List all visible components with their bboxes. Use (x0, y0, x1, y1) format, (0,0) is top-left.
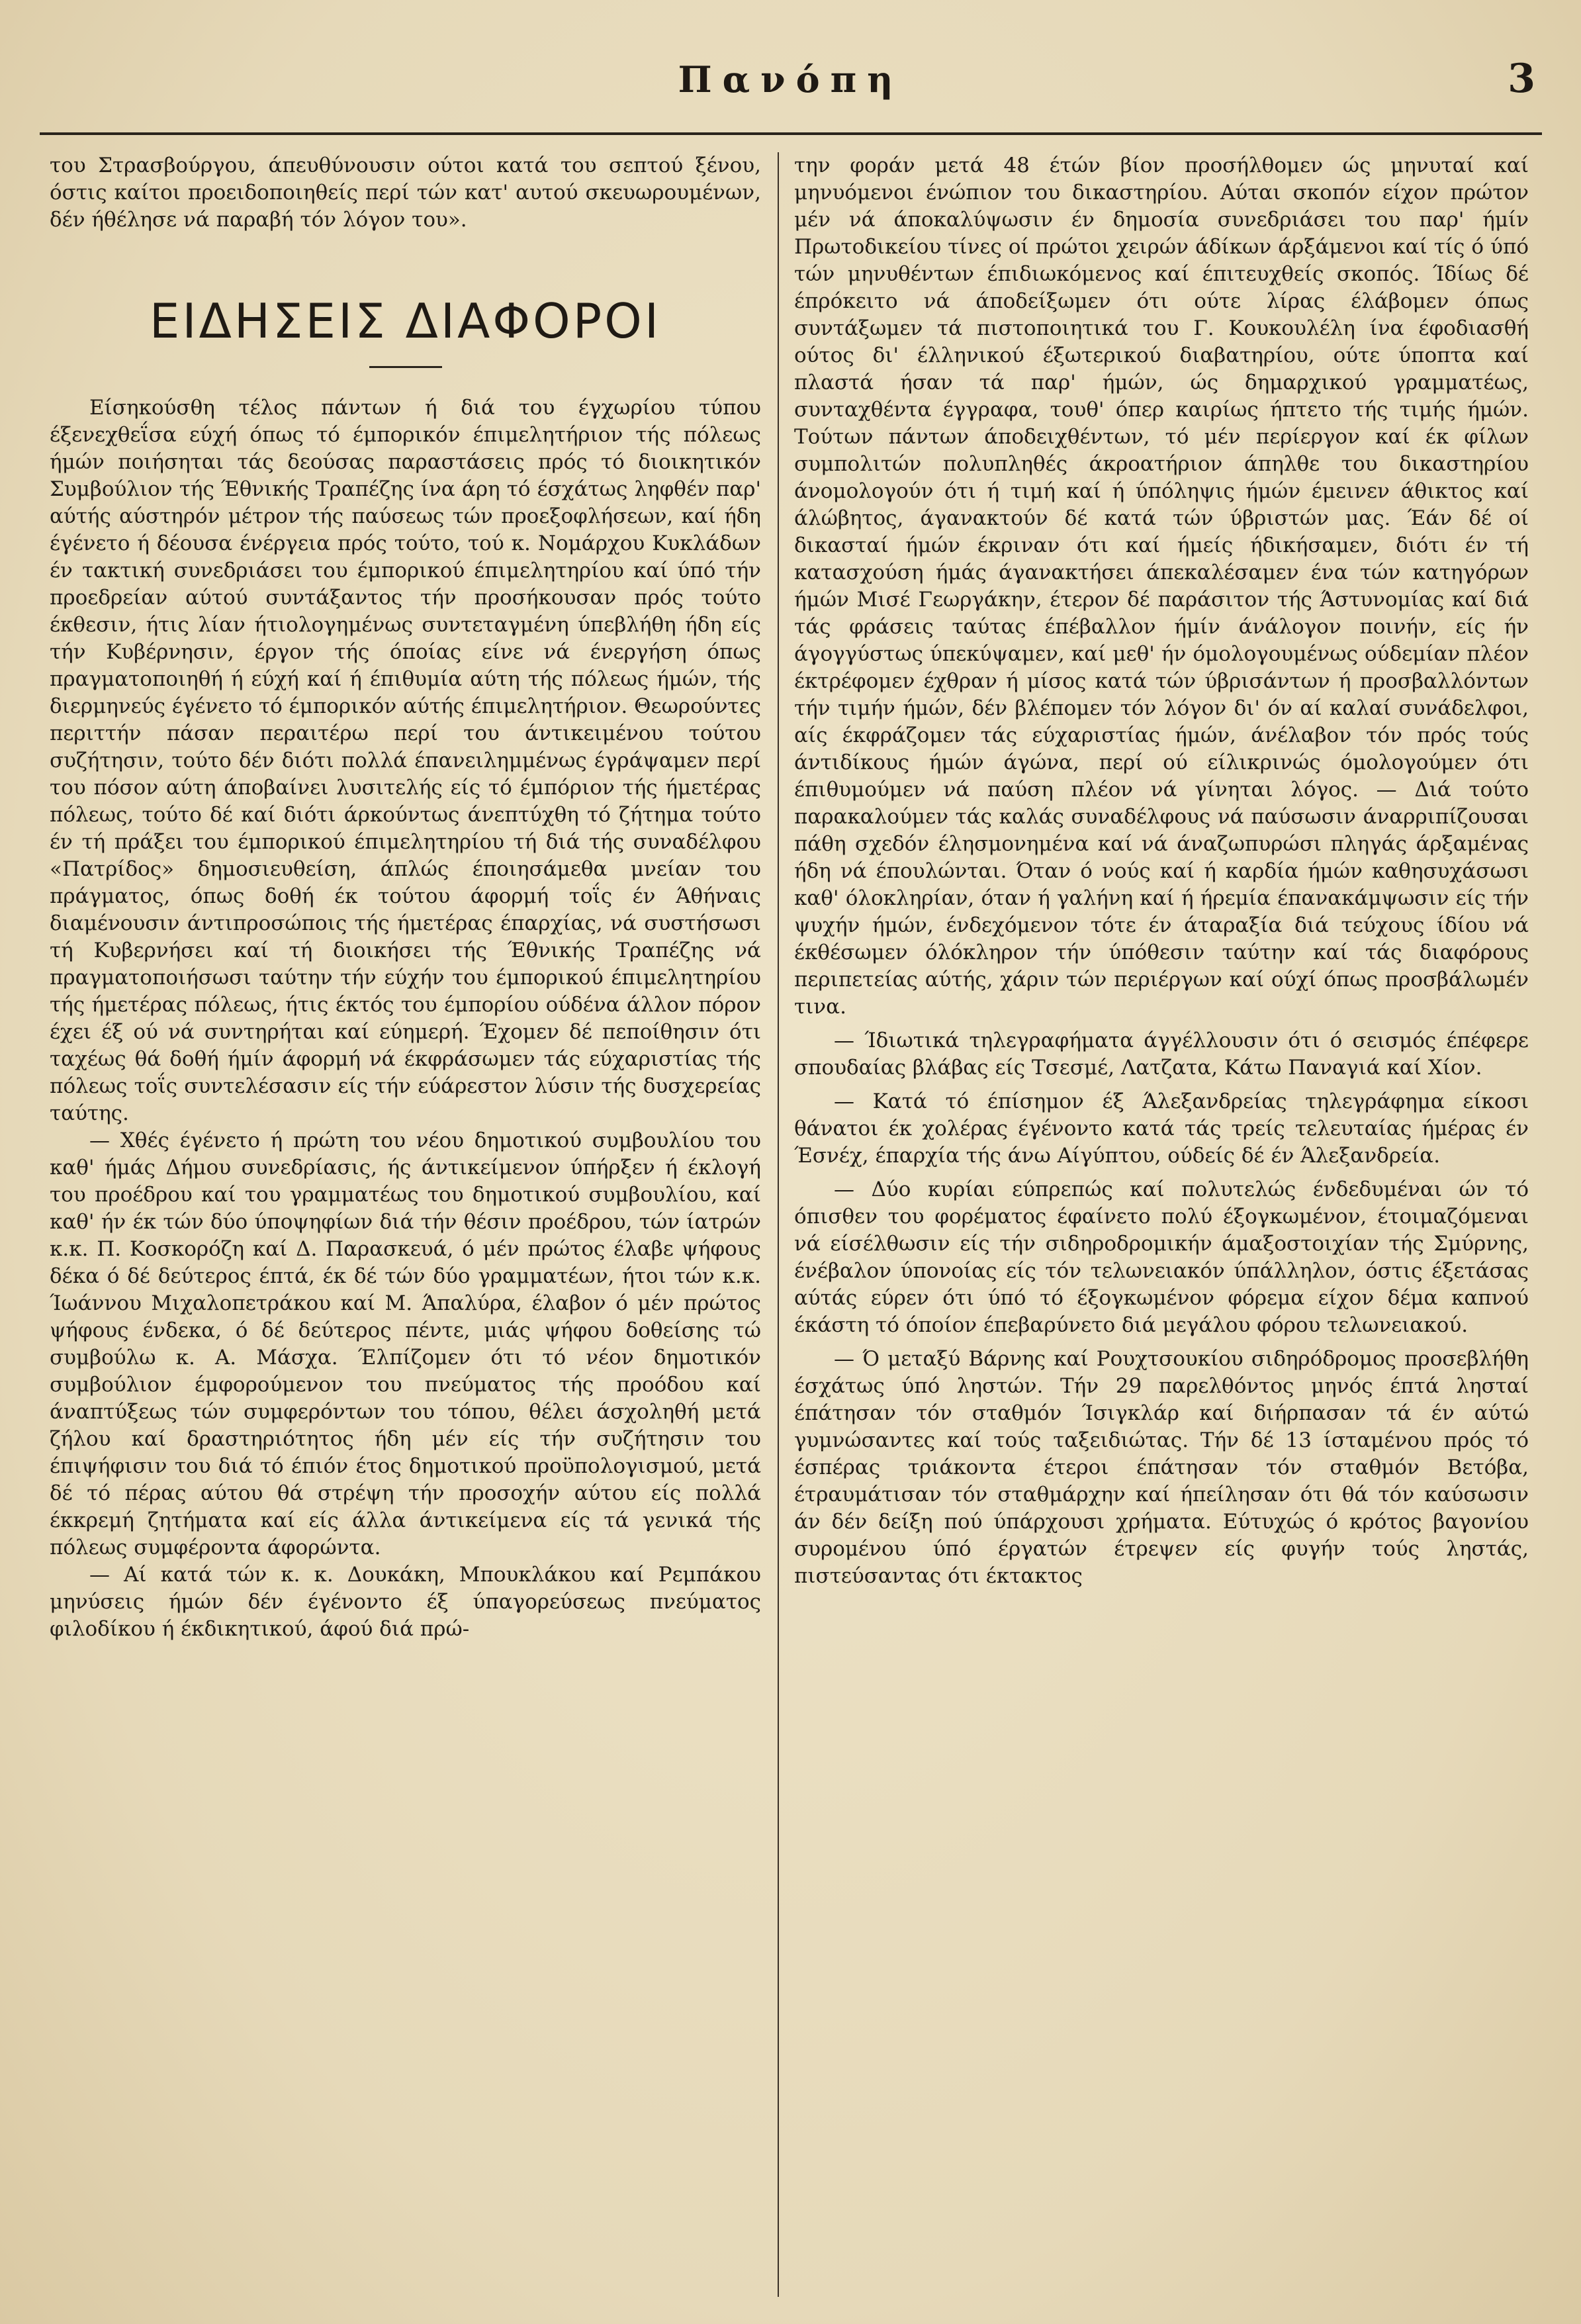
section-heading: ΕΙΔΗΣΕΙΣ ΔΙΑΦΟΡΟΙ (149, 293, 662, 349)
intro-paragraph: του Στρασβούργου, άπευθύνουσιν ούτοι κατά του σεπτού ξένου, όστις καίτοι προειδοποιηθείς περί τών κατ' αυτού σκευωρουμένων, δέν ήθέλησε νά παραβή τόν λόγον του». (50, 154, 761, 232)
spacer (794, 1021, 1529, 1027)
page-header (40, 58, 1542, 105)
newspaper-title: Πανόπη (678, 58, 904, 101)
spacer (794, 1082, 1529, 1088)
spacer (794, 1170, 1529, 1176)
article-paragraph: — Ό μεταξύ Βάρνης καί Ρουχτσουκίου σιδηρόδρομος προσεβλήθη έσχάτως ύπό ληστών. Τήν 29 παρελθόντος μηνός έπτά λησταί έπάτησαν τόν σταθμόν Ίσιγκλάρ καί διήρπασαν τά έν αύτώ γυμνώσαντες καί τούς ταξειδιώτας. Τήν δέ 13 ίσταμένου πρός τό έσπέρας τριάκοντα έτεροι έπάτησαν τόν σταθμόν Βετόβα, έτραυμάτισαν τόν σταθμάρχην καί ήπείλησαν ότι θά τόν καύσωσιν άν δέν δείξη πού ύπάρχουσι χρήματα. Εύτυχώς ό κρότος βαγονίου συρομένου ύπό έργατών έτρεψεν είς φυγήν τούς ληστάς, πιστεύσαντας ότι έκτακτος (794, 1347, 1529, 1588)
spacer (794, 1339, 1529, 1346)
article-paragraph: Είσηκούσθη τέλος πάντων ή διά του έγχωρίου τύπου έξενεχθεΐσα εύχή όπως τό έμπορικόν έπιμελητήριον τής πόλεως ήμών ποιήσηται τάς δεούσας παραστάσεις πρός τό διοικητικόν Συμβούλιον τής Έθνικής Τραπέζης ίνα άρη τό έσχάτως ληφθέν παρ' αύτής αύστηρόν μέτρον τής παύσεως τών προεξοφλήσεων, καί ήδη έγένετο ή δέουσα ένέργεια πρός τούτο, τού κ. Νομάρχου Κυκλάδων έν τακτική συνεδριάσει του έμπορικού έπιμελητηρίου καί ύπό τήν προεδρείαν αύτού συντάξαντος τήν προσήκουσαν πρός τούτο έκθεσιν, ήτις λίαν ήτιολογημένως συντεταγμένη ύπεβλήθη ήδη είς τήν Κυβέρνησιν, έργον τής όποίας είνε νά ένεργήση όπως πραγματοποιηθή ή εύχή καί ή έπιθυμία αύτη τής πόλεως ήμών, τής διερμηνεύς έγένετο τό έμπορικόν αύτής έπιμελητήριον. Θεωρούντες περιττήν πάσαν περαιτέρω περί του άντικειμένου τούτου συζήτησιν, τούτο δέν διότι πολλά έπανειλημμένως έγράψαμεν περί του πόσον αύτη άποβαίνει λυσιτελής είς τό έμπόριον τής ήμετέρας πόλεως, τούτο δέ καί διότι άρκούντως άνεπτύχθη τό ζήτημα τούτο έν τή πράξει του έμπορικού έπιμελητηρίου τή διά τής συναδέλφου «Πατρίδος» δημοσιευθείση, άπλώς έποιησάμεθα μνείαν του πράγματος, όπως δοθή έκ τούτου άφορμή τοΐς έν Άθήναις διαμένουσιν άντιπροσώποις τής ήμετέρας έπαρχίας, νά συστήσωσι τή Κυβερνήσει καί τή διοικήσει τής Έθνικής Τραπέζης νά πραγματοποιήσωσι ταύτην τήν εύχήν του έμπορικού έπιμελητηρίου τής ήμετέρας πόλεως, ήτις έκτός του έμπορίου ούδένα άλλον πόρον έχει έξ ού νά συντηρήται καί εύημερή. Έχομεν δέ πεποίθησιν ότι ταχέως θά δοθή ήμίν άφορμή νά έκφράσωμεν τάς εύχαριστίας τής πόλεως τοΐς συντελέσασιν είς τήν εύάρεστον λύσιν τής δυσχερείας ταύτης. (50, 396, 761, 1125)
page-number: 3 (1508, 56, 1535, 102)
article-paragraph: — Ίδιωτικά τηλεγραφήματα άγγέλλουσιν ότι ό σεισμός έπέφερε σπουδαίας βλάβας είς Τσεσμέ, Λατζατα, Κάτω Παναγιά καί Χίον. (794, 1029, 1529, 1080)
article-paragraph: — Κατά τό έπίσημον έξ Άλεξανδρείας τηλεγράφημα είκοσι θάνατοι έκ χολέρας έγένοντο κατά τάς τρείς τελευταίας ήμέρας έν Έσνέχ, έπαρχία τής άνω Αίγύπτου, ούδείς δέ έν Άλεξανδρεία. (794, 1090, 1529, 1168)
article-paragraph: — Αί κατά τών κ. κ. Δουκάκη, Μπουκλάκου καί Ρεμπάκου μηνύσεις ήμών δέν έγένοντο έξ ύπαγορεύσεως πνεύματος φιλοδίκου ή έκδικητικού, άφού διά πρώ- (50, 1563, 761, 1641)
article-paragraph: — Χθές έγένετο ή πρώτη του νέου δημοτικού συμβουλίου του καθ' ήμάς Δήμου συνεδρίασις, ής άντικείμενον ύπήρξεν ή έκλογή του προέδρου καί του γραμματέως του δημοτικού συμβουλίου, καί καθ' ήν έκ τών δύο ύποψηφίων διά τήν θέσιν προέδρου, τών ίατρών κ.κ. Π. Κοσκορόζη καί Δ. Παρασκευά, ό μέν πρώτος έλαβε ψήφους δέκα ό δέ δεύτερος έπτά, έκ δέ τών δύο γραμματέων, ήτοι τών κ.κ. Ίωάννου Μιχαλοπετράκου καί Μ. Άπαλύρα, έλαβον ό μέν πρώτος ψήφους ένδεκα, ό δέ δεύτερος πέντε, μιάς ψήφου δοθείσης τώ συμβούλω κ. Α. Μάσχα. Έλπίζομεν ότι τό νέον δημοτικόν συμβούλιον έμφορούμενον του πνεύματος τής προόδου καί άναπτύξεως τών συμφερόντων του τόπου, θέλει άσχοληθή μετά ζήλου καί δραστηριότητος ήδη μέν είς τήν συζήτησιν του έπιψήφισιν του διά τό έπιόν έτος δημοτικού προϋπολογισμού, μετά δέ τό πέρας αύτου θά στρέψη τήν προσοχήν αύτου είς πολλά έκκρεμή ζητήματα καί είς άλλα άντικείμενα είς τά γενικά τής πόλεως συμφέροντα άφορώντα. (50, 1129, 761, 1559)
left-column (50, 152, 761, 2297)
heading-rule (369, 366, 442, 368)
article-paragraph: — Δύο κυρίαι εύπρεπώς καί πολυτελώς ένδεδυμέναι ών τό όπισθεν του φορέματος έφαίνετο πολύ έξογκωμένον, έτοιμαζόμεναι νά είσέλθωσιν είς τήν σιδηροδρομικήν άμαξοστοιχίαν τής Σμύρνης, ένέβαλον ύπονοίας είς τόν τελωνειακόν ύπάλληλον, όστις έξετάσας αύτάς εύρεν ότι ύπό τό έξογκωμένον φόρεμα είχον δέμα καπνού έκάστη τό όποίον έπεβαρύνετο διά μεγάλου φόρου τελωνειακού. (794, 1178, 1529, 1337)
article-paragraph: την φοράν μετά 48 έτών βίον προσήλθομεν ώς μηνυταί καί μηνυόμενοι ένώπιον του δικαστηρίου. Αύται σκοπόν είχον πρώτον μέν νά άποκαλύψωσιν έν δημοσία συνεδριάσει του παρ' ήμίν Πρωτοδικείου τίνες οί πρώτοι χειρών άδίκων άρξάμενοι καί τίς ό ύπό τών μηνυθέντων έπιδιωκόμενος καί έπιτευχθείς σκοπός. Ίδίως δέ έπρόκειτο νά άποδείξωμεν ότι ούτε λίρας έλάβομεν όπως συντάξωμεν τά πιστοποιητικά του Γ. Κουκουλέλη ίνα έφοδιασθή ούτος δι' έλληνικού έξωτερικού διαβατηρίου, ούτε ύποπτα καί πλαστά ήσαν τά παρ' ήμών, ώς δημαρχικού γραμματέως, συνταχθέντα έγγραφα, τουθ' όπερ καιρίως ήπτετο τής τιμής ήμών. Τούτων πάντων άποδειχθέντων, τό μέν περίεργον καί έκ φίλων συμπολιτών πολυπληθές άκροατήριον άπηλθε του δικαστηρίου άνομολογούν ότι ή τιμή καί ή ύπόληψις ήμών έμεινεν άθικτος καί άλώβητος, άγανακτούν δέ κατά τών ύβριστών μας. Έάν δέ οί δικασταί ήμών έκριναν ότι καί ήμείς ήδικήσαμεν, διότι έν τή κατασχούση ήμάς άγανακτήσει άπεκαλέσαμεν ένα τών κατηγόρων ήμών Μισέ Γεωργάκην, έτερον δέ παράσιτον τής Άστυνομίας καί διά τάς φράσεις ταύτας έπέβαλλον ήμίν άνάλογον ποινήν, είς ήν άγογγύστως ύπεκύψαμεν, καί μεθ' ήν όμολογουμένως ούδεμίαν πλέον έκτρέφομεν έχθραν ή μίσος κατά τών ύβρισάντων ή προσβαλλόντων τήν τιμήν ήμών, δέν βλέπομεν τόν λόγον δι' όν αί καλαί συνάδελφοι, αίς έκφράζομεν τάς εύχαριστίας ήμών, άνέλαβον τόν πρός τούς άντιδίκους ήμών άγώνα, περί ού είλικρινώς όμολογούμεν ότι έπιθυμούμεν νά παύση πλέον νά γίνηται λόγος. — Διά τούτο παρακαλούμεν τάς καλάς συναδέλφους νά παύσωσιν άναρριπίζουσαι πάθη σχεδόν έλησμονημένα καί νά άναζωπυρώσι πληγάς άρξαμένας ήδη νά έπουλώνται. Όταν ό νούς καί ή καρδία ήμών καθησυχάσωσι καθ' όλοκληρίαν, όταν ή γαλήνη καί ή ήρεμία έπανακάμψωσιν είς τήν ψυχήν ήμών, ένδεχόμενον τότε έν άταραξία διά τεύχους ίδίου νά έκθέσωμεν όλόκληρον τήν ύπόθεσιν ταύτην καί τάς διαφόρους περιπετείας αύτής, χάριν τών περιέργων καί ούχί όπως προσβάλωμέν τινα. (794, 154, 1529, 1019)
header-rule (40, 132, 1542, 135)
right-column (794, 152, 1529, 2297)
column-divider (778, 152, 779, 2297)
